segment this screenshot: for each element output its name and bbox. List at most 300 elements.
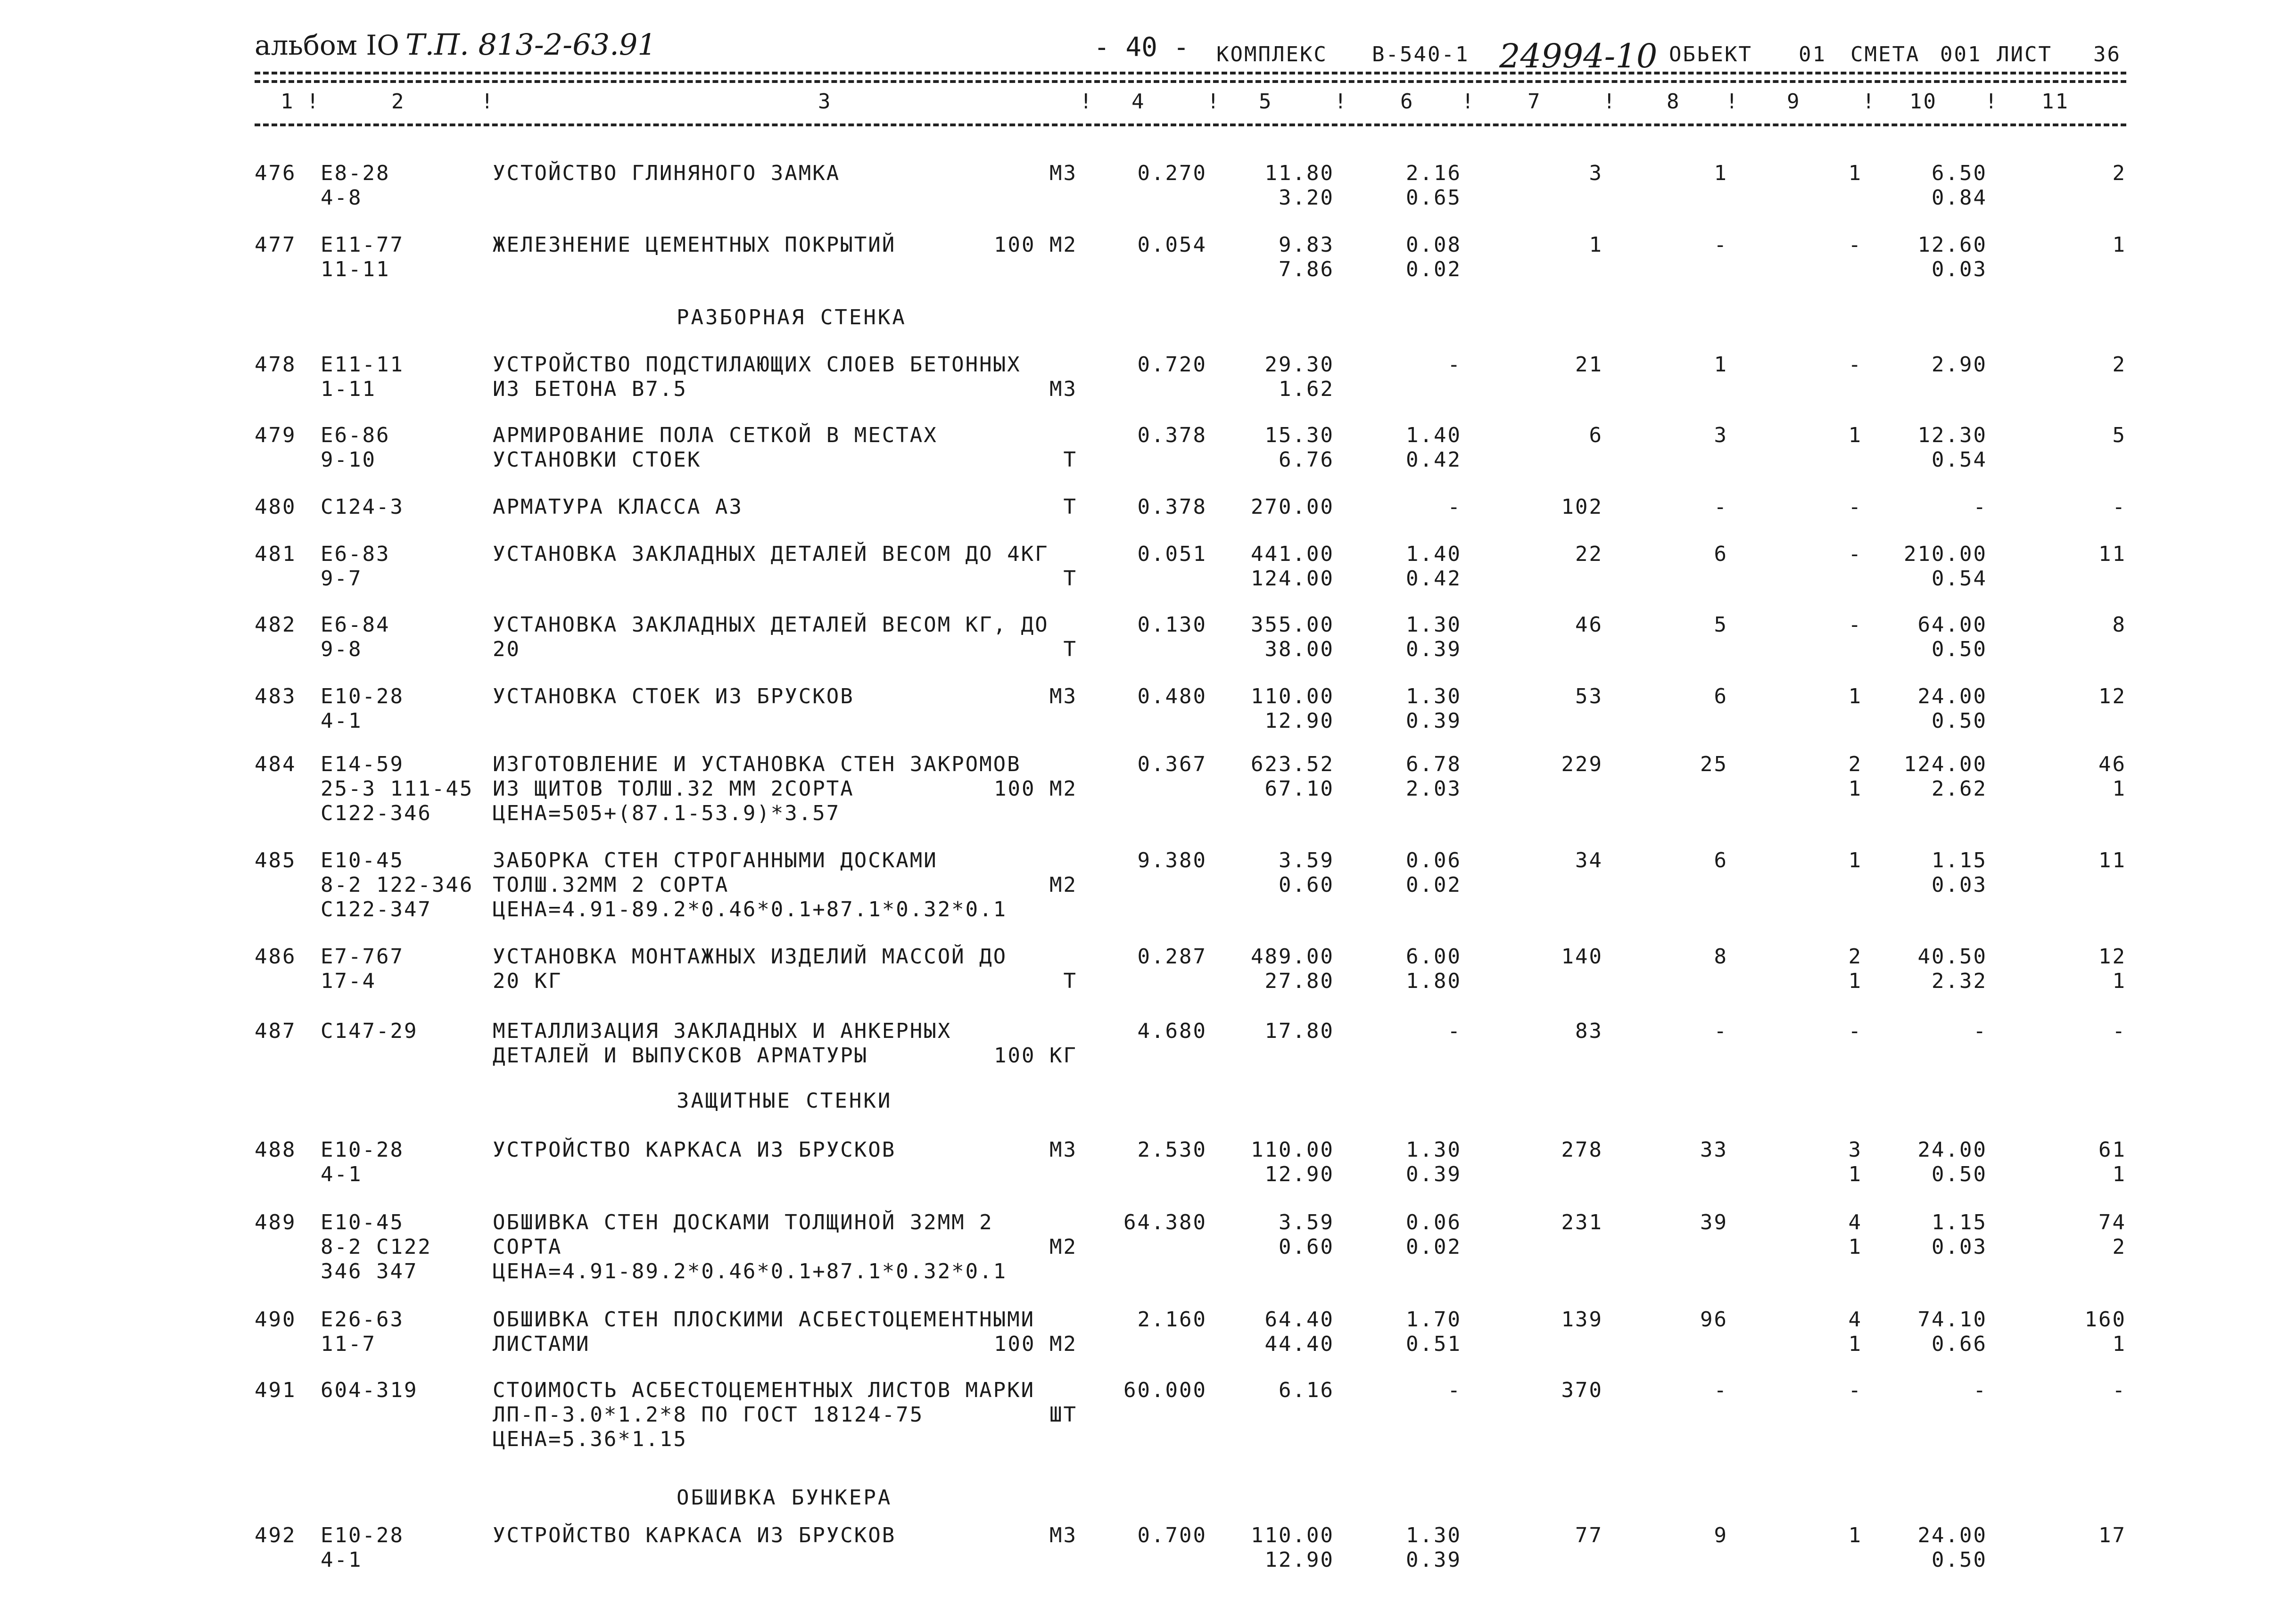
row-number: 492 <box>255 1523 297 1547</box>
col-10-value: 0.50 <box>1932 1162 1987 1186</box>
unit-of-measure: Т <box>1063 637 1077 661</box>
col-7-value: 22 <box>1575 542 1603 566</box>
col-8-value: 6 <box>1714 684 1728 708</box>
col-5-value: 27.80 <box>1264 969 1334 993</box>
quantity: 0.270 <box>1137 161 1207 185</box>
norm-code: 11-7 <box>321 1332 376 1356</box>
col-11-value: 12 <box>2098 684 2126 708</box>
col-9-value: - <box>1848 542 1862 566</box>
norm-code: 9-8 <box>321 637 363 661</box>
row-number: 486 <box>255 945 297 969</box>
work-description: 20 КГ <box>493 969 562 993</box>
col-6-value: - <box>1447 1019 1462 1043</box>
col-7-value: 3 <box>1589 161 1603 185</box>
col-5-value: 44.40 <box>1264 1332 1334 1356</box>
col-5-value: 38.00 <box>1264 637 1334 661</box>
col-6-value: 0.65 <box>1406 186 1462 210</box>
unit-of-measure: Т <box>1063 567 1077 591</box>
col-9-value: 2 <box>1848 945 1862 969</box>
col-9-value: 1 <box>1848 1235 1862 1259</box>
col-11-value: 17 <box>2098 1523 2126 1547</box>
norm-code: Е10-45 <box>321 1210 404 1234</box>
work-description: ЦЕНА=4.91-89.2*0.46*0.1+87.1*0.32*0.1 <box>493 1259 1008 1283</box>
col-6-value: 0.39 <box>1406 709 1462 733</box>
col-9-value: - <box>1848 613 1862 637</box>
quantity: 0.287 <box>1137 945 1207 969</box>
col-10-value: 12.60 <box>1917 233 1987 257</box>
col-8-value: - <box>1714 1378 1728 1402</box>
col-9-value: 1 <box>1848 423 1862 447</box>
norm-code: 1-11 <box>321 377 376 401</box>
col-6-value: - <box>1447 1378 1462 1402</box>
col-7-value: 140 <box>1561 945 1603 969</box>
work-description: ОБШИВКА СТЕН ПЛОСКИМИ АСБЕСТОЦЕМЕНТНЫМИ <box>493 1308 1035 1332</box>
row-number: 485 <box>255 848 297 872</box>
col-5-value: 64.40 <box>1264 1308 1334 1332</box>
work-description: УСТАНОВКА ЗАКЛАДНЫХ ДЕТАЛЕЙ ВЕСОМ ДО 4КГ <box>493 542 1049 566</box>
unit-of-measure: Т <box>1063 969 1077 993</box>
col-11-value: 12 <box>2098 945 2126 969</box>
col-num-5: 5 <box>1259 90 1273 114</box>
col-10-value: 24.00 <box>1917 1523 1987 1547</box>
quantity: 0.051 <box>1137 542 1207 566</box>
quantity: 2.530 <box>1137 1138 1207 1162</box>
col-10-value: 1.15 <box>1932 848 1987 872</box>
unit-of-measure: Т <box>1063 448 1077 472</box>
col-9-value: 1 <box>1848 969 1862 993</box>
col-10-value: 24.00 <box>1917 1138 1987 1162</box>
complex-label: КОМПЛЕКС <box>1216 42 1328 66</box>
quantity: 2.160 <box>1137 1308 1207 1332</box>
col-5-value: 110.00 <box>1251 1523 1334 1547</box>
quantity: 9.380 <box>1137 848 1207 872</box>
col-10-value: 0.84 <box>1932 186 1987 210</box>
album-label: альбом IO <box>255 29 399 61</box>
col-8-value: 39 <box>1700 1210 1728 1234</box>
section-heading: ОБШИВКА БУНКЕРА <box>677 1486 892 1510</box>
col-5-value: 11.80 <box>1264 161 1334 185</box>
norm-code: Е10-28 <box>321 684 404 708</box>
quantity: 64.380 <box>1123 1210 1207 1234</box>
col-7-value: 278 <box>1561 1138 1603 1162</box>
norm-code: 4-1 <box>321 1162 363 1186</box>
col-8-value: 6 <box>1714 542 1728 566</box>
col-11-value: 1 <box>2112 969 2126 993</box>
norm-code: 11-11 <box>321 257 390 281</box>
col-8-value: 3 <box>1714 423 1728 447</box>
work-description: ИЗ БЕТОНА В7.5 <box>493 377 687 401</box>
col-7-value: 1 <box>1589 233 1603 257</box>
col-11-value: 160 <box>2084 1308 2126 1332</box>
col-num-1: 1 <box>281 90 295 114</box>
col-6-value: 0.02 <box>1406 257 1462 281</box>
col-5-value: 29.30 <box>1264 353 1334 377</box>
object-label: ОБЬЕКТ <box>1669 42 1752 66</box>
work-description: ЦЕНА=5.36*1.15 <box>493 1427 687 1451</box>
col-6-value: 1.70 <box>1406 1308 1462 1332</box>
smeta-number: 001 <box>1940 42 1982 66</box>
col-5-value: 6.16 <box>1279 1378 1334 1402</box>
col-7-value: 77 <box>1575 1523 1603 1547</box>
unit-of-measure: 100 КГ <box>994 1044 1077 1068</box>
norm-code: Е6-86 <box>321 423 390 447</box>
sheet-number: 36 <box>2093 42 2121 66</box>
quantity: 60.000 <box>1123 1378 1207 1402</box>
norm-code: 9-10 <box>321 448 376 472</box>
col-5-value: 12.90 <box>1264 709 1334 733</box>
col-11-value: - <box>2112 495 2126 519</box>
col-10-value: 2.32 <box>1932 969 1987 993</box>
quantity: 0.367 <box>1137 752 1207 776</box>
quantity: 0.378 <box>1137 495 1207 519</box>
col-9-value: 1 <box>1848 1162 1862 1186</box>
unit-of-measure: М2 <box>1049 873 1077 897</box>
col-6-value: 2.16 <box>1406 161 1462 185</box>
work-description: ЛП-П-3.0*1.2*8 ПО ГОСТ 18124-75 <box>493 1403 924 1427</box>
norm-code: Е10-28 <box>321 1523 404 1547</box>
col-5-value: 623.52 <box>1251 752 1334 776</box>
col-6-value: 0.39 <box>1406 637 1462 661</box>
work-description: СОРТА <box>493 1235 562 1259</box>
col-7-value: 21 <box>1575 353 1603 377</box>
col-10-value: 2.90 <box>1932 353 1987 377</box>
col-5-value: 1.62 <box>1279 377 1334 401</box>
col-6-value: 0.06 <box>1406 848 1462 872</box>
col-5-value: 15.30 <box>1264 423 1334 447</box>
col-9-value: 4 <box>1848 1308 1862 1332</box>
col-9-value: 1 <box>1848 161 1862 185</box>
norm-code: Е11-11 <box>321 353 404 377</box>
col-6-value: 1.40 <box>1406 542 1462 566</box>
col-10-value: 124.00 <box>1904 752 1987 776</box>
col-9-value: 1 <box>1848 1523 1862 1547</box>
unit-of-measure: М3 <box>1049 161 1077 185</box>
col-7-value: 231 <box>1561 1210 1603 1234</box>
section-heading: РАЗБОРНАЯ СТЕНКА <box>677 305 907 329</box>
col-8-value: - <box>1714 495 1728 519</box>
col-8-value: 25 <box>1700 752 1728 776</box>
col-7-value: 6 <box>1589 423 1603 447</box>
col-11-value: 1 <box>2112 777 2126 801</box>
col-7-value: 139 <box>1561 1308 1603 1332</box>
col-11-value: 5 <box>2112 423 2126 447</box>
col-6-value: 0.42 <box>1406 448 1462 472</box>
unit-of-measure: М3 <box>1049 1523 1077 1547</box>
complex-code: В-540-1 <box>1372 42 1470 66</box>
work-description: ИЗГОТОВЛЕНИЕ И УСТАНОВКА СТЕН ЗАКРОМОВ <box>493 752 1021 776</box>
col-10-value: 0.03 <box>1932 873 1987 897</box>
norm-code: Е11-77 <box>321 233 404 257</box>
col-5-value: 6.76 <box>1279 448 1334 472</box>
norm-code: Е8-28 <box>321 161 390 185</box>
col-7-value: 83 <box>1575 1019 1603 1043</box>
row-number: 483 <box>255 684 297 708</box>
col-11-value: 61 <box>2098 1138 2126 1162</box>
col-6-value: 1.30 <box>1406 613 1462 637</box>
col-10-value: 0.50 <box>1932 709 1987 733</box>
col-5-value: 355.00 <box>1251 613 1334 637</box>
col-8-value: 1 <box>1714 353 1728 377</box>
col-11-value: 8 <box>2112 613 2126 637</box>
col-7-value: 34 <box>1575 848 1603 872</box>
work-description: УСТРОЙСТВО ПОДСТИЛАЮЩИХ СЛОЕВ БЕТОННЫХ <box>493 353 1021 377</box>
col-5-value: 110.00 <box>1251 1138 1334 1162</box>
col-5-value: 270.00 <box>1251 495 1334 519</box>
unit-of-measure: 100 М2 <box>994 233 1077 257</box>
col-6-value: - <box>1447 495 1462 519</box>
col-6-value: 1.30 <box>1406 1523 1462 1547</box>
col-11-value: 1 <box>2112 1332 2126 1356</box>
unit-of-measure: 100 М2 <box>994 777 1077 801</box>
col-num-11: 11 <box>2041 90 2069 114</box>
row-number: 476 <box>255 161 297 185</box>
col-10-value: 12.30 <box>1917 423 1987 447</box>
col-7-value: 102 <box>1561 495 1603 519</box>
col-11-value: 1 <box>2112 233 2126 257</box>
norm-code: Е7-767 <box>321 945 404 969</box>
col-10-value: 24.00 <box>1917 684 1987 708</box>
col-10-value: 74.10 <box>1917 1308 1987 1332</box>
col-6-value: 6.78 <box>1406 752 1462 776</box>
work-description: ДЕТАЛЕЙ И ВЫПУСКОВ АРМАТУРЫ <box>493 1044 868 1068</box>
col-7-value: 229 <box>1561 752 1603 776</box>
col-11-value: - <box>2112 1019 2126 1043</box>
col-10-value: 0.03 <box>1932 1235 1987 1259</box>
norm-code: С147-29 <box>321 1019 418 1043</box>
col-11-value: 2 <box>2112 1235 2126 1259</box>
col-num-6: 6 <box>1400 90 1414 114</box>
work-description: ЦЕНА=4.91-89.2*0.46*0.1+87.1*0.32*0.1 <box>493 897 1008 921</box>
handwritten-code: 24994-10 <box>1499 37 1658 75</box>
quantity: 4.680 <box>1137 1019 1207 1043</box>
work-description: АРМАТУРА КЛАССА А3 <box>493 495 743 519</box>
quantity: 0.378 <box>1137 423 1207 447</box>
sheet-label: ЛИСТ <box>1997 42 2052 66</box>
col-10-value: 40.50 <box>1917 945 1987 969</box>
work-description: МЕТАЛЛИЗАЦИЯ ЗАКЛАДНЫХ И АНКЕРНЫХ <box>493 1019 952 1043</box>
col-6-value: 2.03 <box>1406 777 1462 801</box>
unit-of-measure: 100 М2 <box>994 1332 1077 1356</box>
work-description: ЦЕНА=505+(87.1-53.9)*3.57 <box>493 801 841 825</box>
row-number: 482 <box>255 613 297 637</box>
col-6-value: 0.06 <box>1406 1210 1462 1234</box>
col-10-value: - <box>1973 1019 1987 1043</box>
row-number: 477 <box>255 233 297 257</box>
norm-code: 8-2 С122 <box>321 1235 432 1259</box>
col-11-value: 2 <box>2112 161 2126 185</box>
work-description: УСТРОЙСТВО КАРКАСА ИЗ БРУСКОВ <box>493 1138 896 1162</box>
col-9-value: - <box>1848 1019 1862 1043</box>
col-11-value: - <box>2112 1378 2126 1402</box>
col-8-value: 96 <box>1700 1308 1728 1332</box>
col-8-value: 5 <box>1714 613 1728 637</box>
norm-code: 4-1 <box>321 1548 363 1572</box>
col-6-value: 1.40 <box>1406 423 1462 447</box>
work-description: ЛИСТАМИ <box>493 1332 590 1356</box>
work-description: ЗАБОРКА СТЕН СТРОГАННЫМИ ДОСКАМИ <box>493 848 938 872</box>
col-6-value: 0.08 <box>1406 233 1462 257</box>
norm-code: Е26-63 <box>321 1308 404 1332</box>
work-description: УСТОЙСТВО ГЛИНЯНОГО ЗАМКА <box>493 161 841 185</box>
norm-code: 17-4 <box>321 969 376 993</box>
col-11-value: 2 <box>2112 353 2126 377</box>
unit-of-measure: ШТ <box>1049 1403 1077 1427</box>
row-number: 489 <box>255 1210 297 1234</box>
col-6-value: 6.00 <box>1406 945 1462 969</box>
col-6-value: 1.30 <box>1406 1138 1462 1162</box>
col-5-value: 67.10 <box>1264 777 1334 801</box>
unit-of-measure: М3 <box>1049 377 1077 401</box>
work-description: УСТАНОВКА МОНТАЖНЫХ ИЗДЕЛИЙ МАССОЙ ДО <box>493 945 1008 969</box>
row-number: 490 <box>255 1308 297 1332</box>
col-10-value: 0.50 <box>1932 1548 1987 1572</box>
quantity: 0.720 <box>1137 353 1207 377</box>
col-5-value: 489.00 <box>1251 945 1334 969</box>
col-10-value: 0.03 <box>1932 257 1987 281</box>
col-7-value: 46 <box>1575 613 1603 637</box>
col-8-value: 1 <box>1714 161 1728 185</box>
col-9-value: - <box>1848 495 1862 519</box>
col-8-value: 33 <box>1700 1138 1728 1162</box>
col-11-value: 11 <box>2098 848 2126 872</box>
col-5-value: 441.00 <box>1251 542 1334 566</box>
col-6-value: 0.42 <box>1406 567 1462 591</box>
col-5-value: 0.60 <box>1279 873 1334 897</box>
norm-code: 8-2 122-346 <box>321 873 474 897</box>
col-5-value: 9.83 <box>1279 233 1334 257</box>
col-8-value: 6 <box>1714 848 1728 872</box>
col-10-value: 1.15 <box>1932 1210 1987 1234</box>
page-number: - 40 - <box>1094 32 1189 63</box>
col-6-value: 0.02 <box>1406 873 1462 897</box>
work-description: УСТАНОВКИ СТОЕК <box>493 448 702 472</box>
norm-code: С122-346 <box>321 801 432 825</box>
col-num-9: 9 <box>1787 90 1801 114</box>
col-10-value: - <box>1973 495 1987 519</box>
object-number: 01 <box>1799 42 1826 66</box>
col-6-value: 1.30 <box>1406 684 1462 708</box>
norm-code: С124-3 <box>321 495 404 519</box>
col-5-value: 12.90 <box>1264 1162 1334 1186</box>
row-number: 484 <box>255 752 297 776</box>
work-description: УСТРОЙСТВО КАРКАСА ИЗ БРУСКОВ <box>493 1523 896 1547</box>
work-description: 20 <box>493 637 520 661</box>
unit-of-measure: М3 <box>1049 1138 1077 1162</box>
norm-code: Е10-45 <box>321 848 404 872</box>
col-5-value: 110.00 <box>1251 684 1334 708</box>
col-8-value: - <box>1714 233 1728 257</box>
col-6-value: - <box>1447 353 1462 377</box>
col-9-value: 1 <box>1848 777 1862 801</box>
row-number: 488 <box>255 1138 297 1162</box>
col-10-value: 2.62 <box>1932 777 1987 801</box>
col-10-value: 0.50 <box>1932 637 1987 661</box>
row-number: 491 <box>255 1378 297 1402</box>
col-num-8: 8 <box>1667 90 1681 114</box>
col-9-value: 1 <box>1848 1332 1862 1356</box>
col-10-value: 0.54 <box>1932 448 1987 472</box>
work-description: ОБШИВКА СТЕН ДОСКАМИ ТОЛЩИНОЙ 32ММ 2 <box>493 1210 993 1234</box>
work-description: ИЗ ЩИТОВ ТОЛШ.32 ММ 2СОРТА <box>493 777 854 801</box>
col-5-value: 3.59 <box>1279 848 1334 872</box>
col-11-value: 74 <box>2098 1210 2126 1234</box>
col-10-value: 64.00 <box>1917 613 1987 637</box>
norm-code: С122-347 <box>321 897 432 921</box>
quantity: 0.054 <box>1137 233 1207 257</box>
col-10-value: - <box>1973 1378 1987 1402</box>
col-5-value: 7.86 <box>1279 257 1334 281</box>
row-number: 479 <box>255 423 297 447</box>
norm-code: Е10-28 <box>321 1138 404 1162</box>
unit-of-measure: М2 <box>1049 1235 1077 1259</box>
column-numbers-row: 1 ! 2 ! 3 ! 4 ! 5 ! 6 ! 7 ! 8 ! 9 ! 10 ! 11 <box>281 90 2069 114</box>
quantity: 0.130 <box>1137 613 1207 637</box>
unit-of-measure: Т <box>1063 495 1077 519</box>
row-number: 487 <box>255 1019 297 1043</box>
col-9-value: - <box>1848 353 1862 377</box>
col-8-value: - <box>1714 1019 1728 1043</box>
norm-code: Е14-59 <box>321 752 404 776</box>
col-num-3: 3 <box>818 90 832 114</box>
norm-code: 604-319 <box>321 1378 418 1402</box>
col-11-value: 1 <box>2112 1162 2126 1186</box>
norm-code: 4-1 <box>321 709 363 733</box>
quantity: 0.700 <box>1137 1523 1207 1547</box>
work-description: УСТАНОВКА ЗАКЛАДНЫХ ДЕТАЛЕЙ ВЕСОМ КГ, ДО <box>493 613 1049 637</box>
col-8-value: 9 <box>1714 1523 1728 1547</box>
col-11-value: 11 <box>2098 542 2126 566</box>
row-number: 481 <box>255 542 297 566</box>
col-6-value: 0.39 <box>1406 1162 1462 1186</box>
col-10-value: 0.66 <box>1932 1332 1987 1356</box>
col-6-value: 1.80 <box>1406 969 1462 993</box>
col-5-value: 124.00 <box>1251 567 1334 591</box>
col-9-value: - <box>1848 233 1862 257</box>
col-10-value: 0.54 <box>1932 567 1987 591</box>
work-description: ТОЛШ.32ММ 2 СОРТА <box>493 873 729 897</box>
norm-code: 25-3 111-45 <box>321 777 474 801</box>
col-5-value: 12.90 <box>1264 1548 1334 1572</box>
row-number: 478 <box>255 353 297 377</box>
norm-code: Е6-83 <box>321 542 390 566</box>
col-8-value: 8 <box>1714 945 1728 969</box>
col-9-value: - <box>1848 1378 1862 1402</box>
col-9-value: 3 <box>1848 1138 1862 1162</box>
quantity: 0.480 <box>1137 684 1207 708</box>
col-7-value: 370 <box>1561 1378 1603 1402</box>
col-5-value: 17.80 <box>1264 1019 1334 1043</box>
work-description: УСТАНОВКА СТОЕК ИЗ БРУСКОВ <box>493 684 854 708</box>
col-6-value: 0.51 <box>1406 1332 1462 1356</box>
norm-code: 346 347 <box>321 1259 418 1283</box>
col-9-value: 1 <box>1848 684 1862 708</box>
col-10-value: 6.50 <box>1932 161 1987 185</box>
col-9-value: 2 <box>1848 752 1862 776</box>
col-num-7: 7 <box>1528 90 1542 114</box>
col-num-10: 10 <box>1909 90 1937 114</box>
norm-code: 4-8 <box>321 186 363 210</box>
col-9-value: 4 <box>1848 1210 1862 1234</box>
col-num-4: 4 <box>1131 90 1146 114</box>
col-9-value: 1 <box>1848 848 1862 872</box>
col-6-value: 0.39 <box>1406 1548 1462 1572</box>
work-description: СТОИМОСТЬ АСБЕСТОЦЕМЕНТНЫХ ЛИСТОВ МАРКИ <box>493 1378 1035 1402</box>
col-5-value: 0.60 <box>1279 1235 1334 1259</box>
col-10-value: 210.00 <box>1904 542 1987 566</box>
work-description: АРМИРОВАНИЕ ПОЛА СЕТКОЙ В МЕСТАХ <box>493 423 938 447</box>
col-11-value: 46 <box>2098 752 2126 776</box>
col-6-value: 0.02 <box>1406 1235 1462 1259</box>
